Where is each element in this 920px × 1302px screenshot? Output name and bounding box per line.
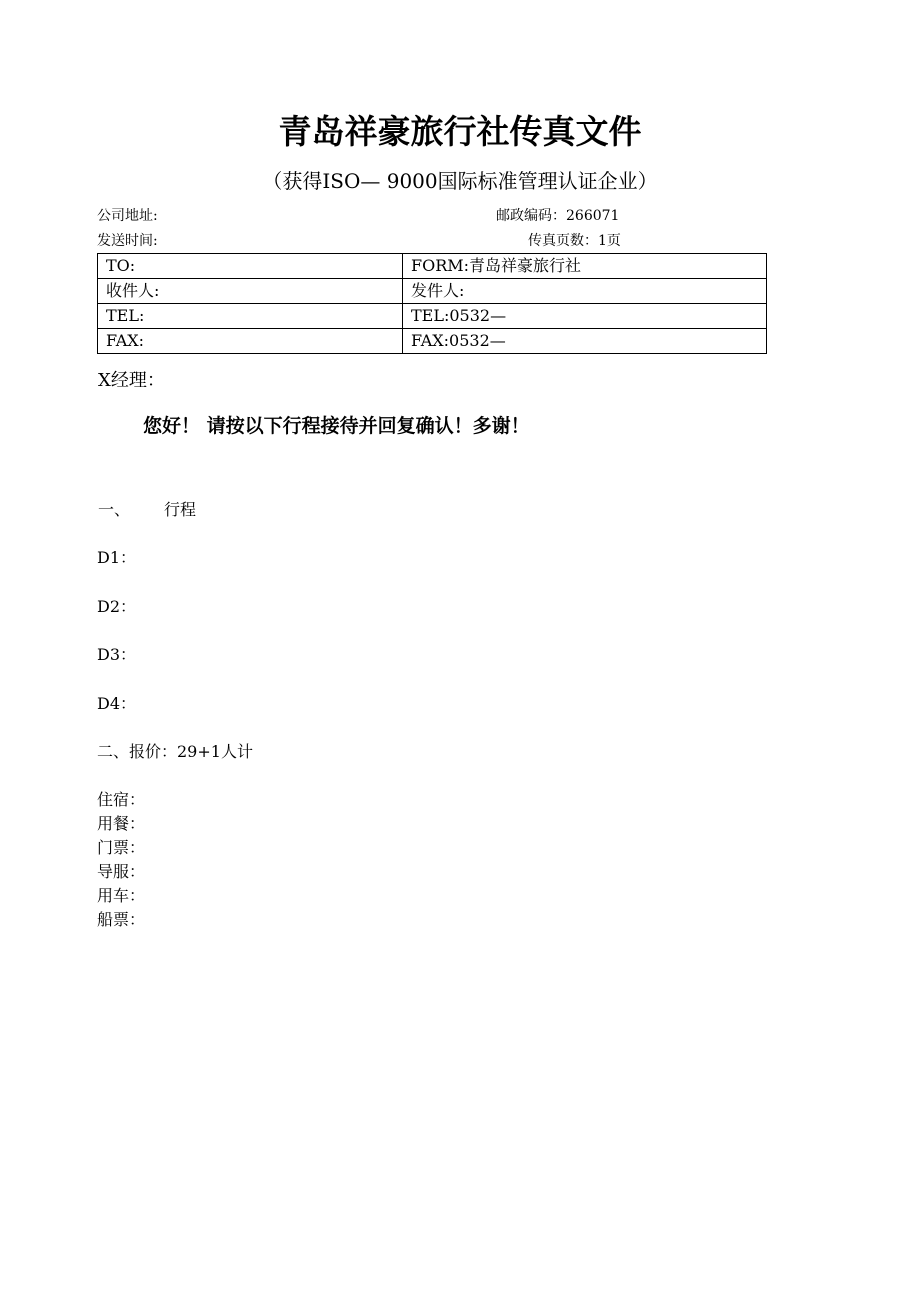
to-cell: TO: xyxy=(98,254,403,279)
recipient-cell: 收件人: xyxy=(98,279,403,304)
document-subtitle: （获得ISO— 9000国际标准管理认证企业） xyxy=(262,169,658,193)
recipient-salutation: X经理： xyxy=(98,370,165,391)
price-item-meals: 用餐： xyxy=(97,814,146,833)
fax-header-table xyxy=(97,253,767,354)
itinerary-day-4: D4： xyxy=(97,694,137,713)
section-1-number: 一、 xyxy=(98,500,131,519)
send-time-label: 发送时间: xyxy=(97,233,158,249)
price-item-tickets: 门票： xyxy=(97,838,146,857)
greeting-text: 您好！ 请按以下行程接待并回复确认！多谢！ xyxy=(143,415,530,437)
from-tel-cell: TEL:0532— xyxy=(403,304,767,329)
price-item-lodging: 住宿： xyxy=(97,790,146,809)
table-row xyxy=(98,329,767,354)
sender-cell: 发件人: xyxy=(403,279,767,304)
price-item-list xyxy=(97,788,145,932)
company-address-label: 公司地址: xyxy=(97,208,158,224)
itinerary-day-2: D2： xyxy=(97,597,137,616)
itinerary-day-1: D1： xyxy=(97,548,137,567)
table-row xyxy=(98,254,767,279)
price-item-vehicle: 用车： xyxy=(97,886,146,905)
section-1-title: 行程 xyxy=(164,500,197,519)
to-tel-cell: TEL: xyxy=(98,304,403,329)
page-count: 传真页数：1页 xyxy=(528,233,621,249)
from-cell: FORM:青岛祥豪旅行社 xyxy=(403,254,767,279)
table-row xyxy=(98,279,767,304)
price-item-guide: 导服： xyxy=(97,862,146,881)
table-row xyxy=(98,304,767,329)
from-fax-cell: FAX:0532— xyxy=(403,329,767,354)
itinerary-day-3: D3： xyxy=(97,645,137,664)
to-fax-cell: FAX: xyxy=(98,329,403,354)
section-2-title: 二、报价：29+1人计 xyxy=(97,742,253,761)
document-title: 青岛祥豪旅行社传真文件 xyxy=(278,112,642,151)
price-item-ferry: 船票： xyxy=(97,910,146,929)
postcode: 邮政编码：266071 xyxy=(496,208,620,224)
